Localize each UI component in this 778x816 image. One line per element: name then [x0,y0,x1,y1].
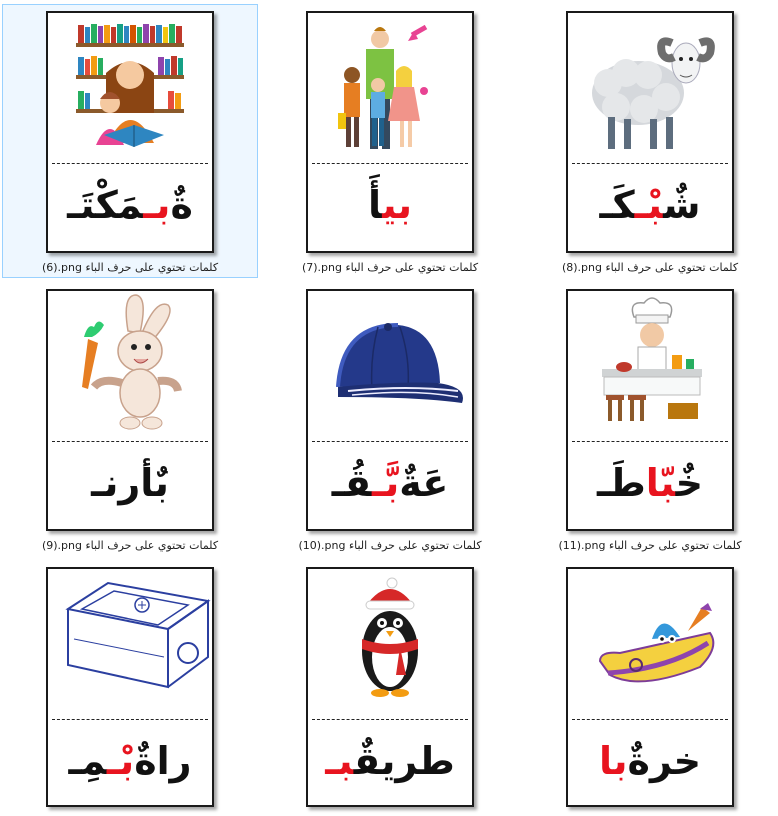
cap-icon [308,291,472,437]
card-word: عَةٌبَّـقُـ [331,461,449,505]
card-word: خرةٌبا [598,739,701,783]
divider-line [572,441,728,442]
boat-icon [568,569,732,715]
file-name[interactable]: (7).png كلمات تحتوي على حرف الباء [301,261,479,274]
file-tile[interactable] [262,560,518,814]
library-icon [48,13,212,159]
card-word: راةٌبْـمِـ [68,739,192,783]
file-thumbnail[interactable] [306,567,474,807]
rabbit-icon [48,291,212,437]
file-thumbnail[interactable] [306,289,474,531]
card-word: شٌبْـكَـ [599,183,701,227]
divider-line [52,441,208,442]
file-thumbnail[interactable] [306,11,474,253]
card-word: خٌبّاطَـ [597,461,703,505]
file-tile[interactable] [262,282,518,556]
file-tile[interactable] [2,560,258,814]
file-tile[interactable] [2,4,258,278]
divider-line [572,163,728,164]
file-name[interactable]: (9).png كلمات تحتوي على حرف الباء [41,539,219,552]
card-word: ةٌبـمَكْتَـ [67,183,193,227]
sharpener-icon [48,569,212,715]
file-name[interactable]: (10).png كلمات تحتوي على حرف الباء [298,539,482,552]
file-name[interactable]: (8).png كلمات تحتوي على حرف الباء [561,261,739,274]
file-thumbnail[interactable] [46,567,214,807]
divider-line [312,719,468,720]
file-tile[interactable] [2,282,258,556]
file-thumbnail[interactable] [46,289,214,531]
file-tile[interactable] [262,4,518,278]
divider-line [52,719,208,720]
penguin-icon [308,569,472,715]
card-word: بٌأرنـ [91,461,169,505]
family-icon [308,13,472,159]
ram-icon [568,13,732,159]
divider-line [52,163,208,164]
file-thumbnail[interactable] [566,567,734,807]
file-tile[interactable] [522,560,778,814]
chef-icon [568,291,732,437]
file-tile[interactable] [522,282,778,556]
divider-line [312,163,468,164]
file-tile[interactable] [522,4,778,278]
file-name[interactable]: (6).png كلمات تحتوي على حرف الباء [41,261,219,274]
file-thumbnail[interactable] [566,289,734,531]
divider-line [312,441,468,442]
file-name[interactable]: (11).png كلمات تحتوي على حرف الباء [558,539,742,552]
divider-line [572,719,728,720]
card-word: بيأَ [367,183,413,227]
file-thumbnail[interactable] [46,11,214,253]
file-thumbnail[interactable] [566,11,734,253]
card-word: طريقٌبـ [325,739,455,783]
